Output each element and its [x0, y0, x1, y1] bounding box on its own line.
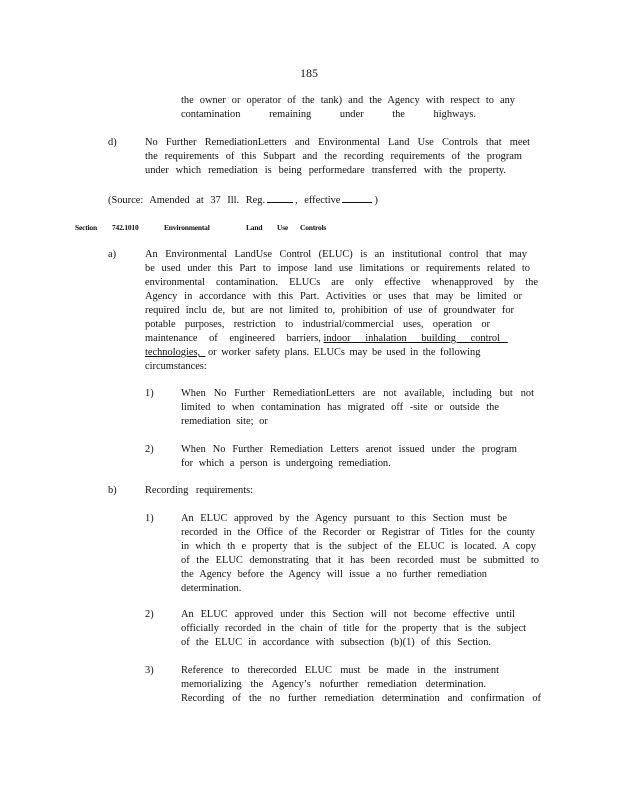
item-b2-label: 2)	[145, 609, 154, 620]
item-b3-label: 3)	[145, 665, 154, 676]
text-line: the Agency before the Agency will issue a no further remediation	[181, 569, 487, 580]
inserted-text-tail	[500, 333, 508, 344]
blank-line	[342, 192, 372, 203]
text-line: An Environmental LandUse Control (ELUC) is an institutional control that may	[145, 249, 527, 260]
text-segment: maintenance of engineered barriers,	[145, 333, 321, 344]
item-a2-paragraph	[181, 443, 517, 471]
text-line: remediation site; or	[181, 416, 268, 427]
text-line: in which th e property that is the subject of the ELUC is located. A copy	[181, 541, 536, 552]
continuation-paragraph	[181, 94, 515, 122]
blank-line	[267, 192, 293, 203]
text-line: environmental contamination. ELUCs are only effective whenapproved by the	[145, 277, 538, 288]
section-title-word: Use	[277, 223, 289, 232]
text-line: No Further RemediationLetters and Environmental Land Use Controls that meet	[145, 137, 530, 148]
item-b-title: Recording requirements:	[145, 485, 254, 496]
item-a1-label: 1)	[145, 388, 154, 399]
text-line: recorded in the Office of the Recorder or Registrar of Titles for the county	[181, 527, 535, 538]
item-b1-label: 1)	[145, 513, 154, 524]
source-note-end: )	[374, 195, 378, 206]
text-line: officially recorded in the chain of title for the property that is the subject	[181, 623, 526, 634]
text-line: When No Further Remediation Letters arenot issued under the program	[181, 444, 517, 455]
section-title-word: Controls	[300, 223, 327, 232]
text-segment: or worker safety plans. ELUCs may be used in the following	[207, 347, 481, 358]
text-line: An ELUC approved by the Agency pursuant to this Section must be	[181, 513, 507, 524]
item-d-paragraph	[145, 136, 530, 178]
text-line: contamination remaining under the highways.	[181, 109, 476, 120]
text-line: When No Further RemediationLetters are not available, including but not	[181, 388, 534, 399]
source-note	[108, 192, 378, 206]
text-line: under which remediation is being performedare transferred with the property.	[145, 165, 506, 176]
item-a2-label: 2)	[145, 444, 154, 455]
item-b-label: b)	[108, 485, 117, 496]
text-line: be used under this Part to impose land use limitations or requirements related to	[145, 263, 530, 274]
text-line: potable purposes, restriction to industrial/commercial uses, operation or	[145, 319, 490, 330]
text-line: the owner or operator of the tank) and the Agency with respect to any	[181, 95, 515, 106]
source-note-middle: , effective	[295, 195, 341, 206]
text-line: required inclu de, but are not limited to, prohibition of use of groundwater for	[145, 305, 514, 316]
inserted-text-tail	[200, 347, 205, 358]
text-line: Recording of the no further remediation determination and confirmation of	[181, 693, 541, 704]
text-line: memorializing the Agency’s nofurther remediation determination.	[181, 679, 486, 690]
item-a-label: a)	[108, 249, 117, 260]
section-word: Section	[75, 223, 97, 232]
text-line: limited to when contamination has migrated off -site or outside the	[181, 402, 499, 413]
section-title-word: Environmental	[164, 223, 210, 232]
text-line: Agency in accordance with this Part. Activities or uses that may be limited or	[145, 291, 522, 302]
section-number: 742.1010	[112, 223, 139, 232]
item-b1-paragraph	[181, 512, 539, 596]
text-line	[145, 346, 530, 360]
text-line: An ELUC approved under this Section will not become effective until	[181, 609, 515, 620]
text-line: determination.	[181, 583, 242, 594]
text-line: of the ELUC in accordance with subsection (b)(1) of this Section.	[181, 637, 491, 648]
source-note-start: (Source: Amended at 37 Ill. Reg.	[108, 195, 266, 206]
text-line: of the ELUC demonstrating that it has been recorded must be submitted to	[181, 555, 539, 566]
text-line: for which a person is undergoing remediation.	[181, 458, 391, 469]
item-a1-paragraph	[181, 387, 534, 429]
text-line: circumstances:	[145, 361, 207, 372]
inserted-text: technologies,	[145, 347, 201, 358]
item-b2-paragraph	[181, 608, 526, 650]
text-line	[145, 332, 501, 346]
section-title-word: Land	[246, 223, 263, 232]
text-line: the requirements of this Subpart and the recording requirements of the program	[145, 151, 522, 162]
page-number: 185	[300, 66, 318, 80]
text-line: Reference to therecorded ELUC must be made in the instrument	[181, 665, 499, 676]
item-a-paragraph	[145, 248, 538, 374]
item-b3-paragraph	[181, 664, 541, 706]
item-d-label: d)	[108, 137, 117, 148]
inserted-text: indoor inhalation building control	[323, 333, 501, 344]
